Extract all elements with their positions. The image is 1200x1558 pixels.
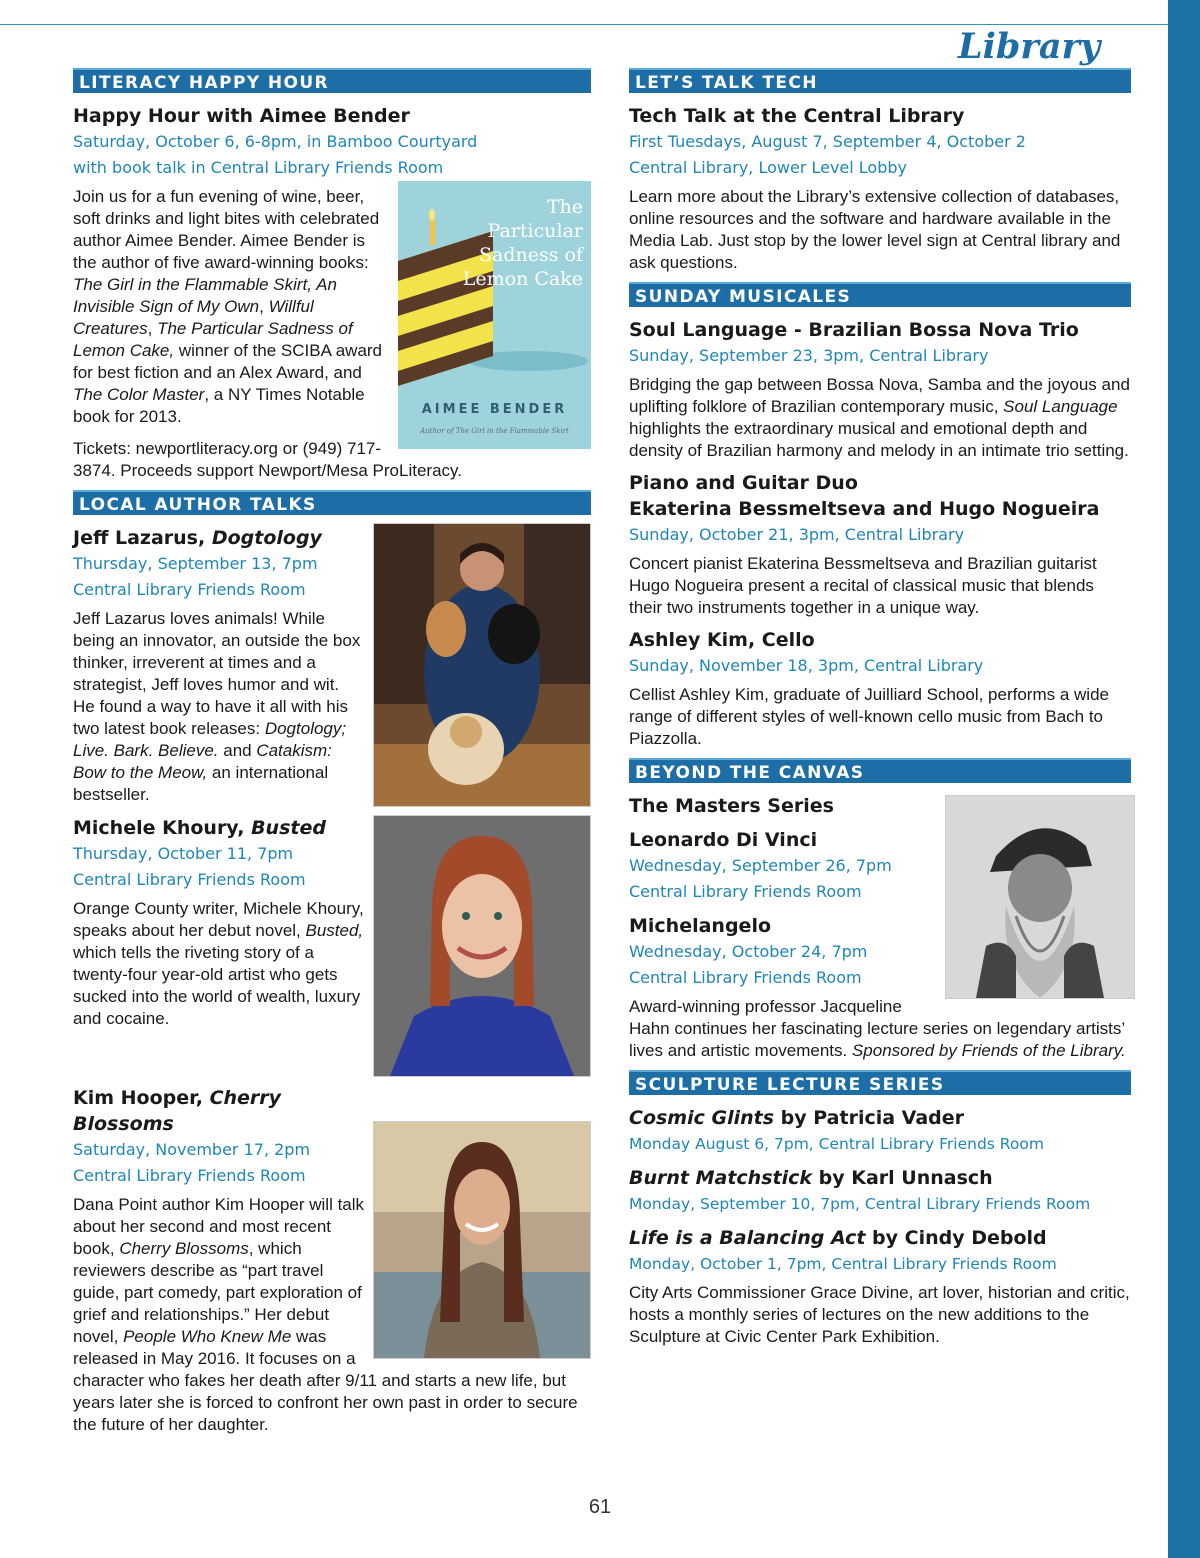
author-photo-beach <box>373 1121 591 1359</box>
event-title: Happy Hour with Aimee Bender <box>73 105 410 127</box>
left-column <box>73 68 591 1444</box>
author-talk-description: Dana Point author Kim Hooper will talk about her second and most recent book, Cherry Blossoms, which reviewers describe as “part travel guide, part comedy, part exploration of grief and relationships.” Her debut novel, People Who Knew Me was released in May 2016. It focuses on a character who fakes her death after 9/11 and starts a new life, but years later she is forced to confront her own past in order to secure the future of her daughter. <box>73 1195 578 1434</box>
tech-title: Tech Talk at the Central Library <box>629 105 965 127</box>
sculpture-header: SCULPTURE LECTURE SERIES <box>629 1070 1131 1095</box>
lecture-location: Central Library Friends Room <box>629 882 862 901</box>
author-talk <box>73 525 591 807</box>
musicale-date: Sunday, October 21, 3pm, Central Library <box>629 525 965 544</box>
lecture-date: Wednesday, October 24, 7pm <box>629 942 868 961</box>
author-talk-description: Orange County writer, Michele Khoury, speaks about her debut novel, Busted, which tells the riveting story of a twenty-four year-old artist who gets sucked into the world of wealth, luxury and cocaine. <box>73 899 364 1028</box>
musicale-description: Bridging the gap between Bossa Nova, Samba and the joyous and uplifting folklore of Brazilian contemporary music, Soul Language highlights the extraordinary musical and emotional depth and density of Brazilian harmony and melody in an intimate trio setting. <box>629 375 1130 460</box>
event-description: Join us for a fun evening of wine, beer, soft drinks and light bites with celebrated author Aimee Bender. Aimee Bender is the author of five award-winning books: The Girl in the Flammable Skirt, An Invisible Sign of My Own, Willful Creatures, The Particular Sadness of Lemon Cake, winner of the SCIBA award for best fiction and an Alex Award, and The Color Master, a NY Times Notable book for 2013. <box>73 187 383 426</box>
author-talk <box>73 1085 591 1436</box>
sculpture-title: Cosmic Glints by Patricia Vader <box>629 1107 965 1129</box>
canvas-header: BEYOND THE CANVAS <box>629 758 1131 783</box>
top-rule <box>0 24 1168 25</box>
author-talk-date: Thursday, September 13, 7pm <box>73 554 318 573</box>
side-color-bar <box>1168 0 1200 1558</box>
sculpture-meta: Monday August 6, 7pm, Central Library Friends Room <box>629 1135 1044 1153</box>
lecture-location: Central Library Friends Room <box>629 968 862 987</box>
author-talk <box>73 815 591 1077</box>
sculpture-lecture <box>629 1105 1131 1157</box>
tech-header: LET’S TALK TECH <box>629 68 1131 93</box>
musicale-description: Cellist Ashley Kim, graduate of Juilliard School, performs a wide range of different styles of well-known cello music from Bach to Piazzolla. <box>629 685 1109 748</box>
series-title: The Masters Series <box>629 795 834 817</box>
author-talk-location: Central Library Friends Room <box>73 580 306 599</box>
author-photo-portrait <box>373 815 591 1077</box>
tech-date: First Tuesdays, August 7, September 4, October 2 <box>629 132 1026 151</box>
musicale-title: Piano and Guitar Duo <box>629 472 858 494</box>
sculpture-meta: Monday, September 10, 7pm, Central Library Friends Room <box>629 1195 1091 1213</box>
musicales-header: SUNDAY MUSICALES <box>629 282 1131 307</box>
musicale <box>629 317 1131 462</box>
musicale-performers: Ekaterina Bessmeltseva and Hugo Nogueira <box>629 498 1100 520</box>
author-talk-description: Jeff Lazarus loves animals! While being an innovator, an outside the box thinker, irreverent at times and a strategist, Jeff loves humor and wit. He found a way to have it all with his two latest book releases: Dogtology; Live. Bark. Believe. and Catakism: Bow to the Meow, an international bestseller. <box>73 609 361 804</box>
page-number: 61 <box>588 1496 612 1518</box>
musicale-date: Sunday, September 23, 3pm, Central Library <box>629 346 989 365</box>
musicale-title: Soul Language - Brazilian Bossa Nova Trio <box>629 319 1079 341</box>
sculpture-title: Life is a Balancing Act by Cindy Debold <box>629 1227 1047 1249</box>
author-talk-title: Jeff Lazarus, Dogtology <box>73 527 322 549</box>
author-talk-location: Central Library Friends Room <box>73 870 306 889</box>
section-title: Library <box>958 26 1101 67</box>
author-photo-dogs <box>373 523 591 807</box>
book-cover-image <box>398 181 591 449</box>
ticket-info: Tickets: newportliteracy.org or (949) 717-3874. Proceeds support Newport/Mesa ProLiteracy. <box>73 439 462 480</box>
sculpture-lecture <box>629 1165 1131 1217</box>
sculpture-description: City Arts Commissioner Grace Divine, art lover, historian and critic, hosts a monthly series of lectures on the new additions to the Sculpture at Civic Center Park Exhibition. <box>629 1283 1130 1346</box>
musicale <box>629 470 1131 619</box>
sculpture-lecture <box>629 1225 1131 1348</box>
canvas-event <box>629 793 1131 1062</box>
local-authors-header: LOCAL AUTHOR TALKS <box>73 490 591 515</box>
literacy-header: LITERACY HAPPY HOUR <box>73 68 591 93</box>
event-meta: Saturday, October 6, 6-8pm, in Bamboo Courtyard <box>73 132 478 151</box>
musicale <box>629 627 1131 750</box>
lecture-title: Leonardo Di Vinci <box>629 829 818 851</box>
cover-subtitle: Author of The Girl in the Flammable Skirt <box>420 427 569 435</box>
sculpture-title: Burnt Matchstick by Karl Unnasch <box>629 1167 993 1189</box>
tech-event <box>629 103 1131 274</box>
tech-location: Central Library, Lower Level Lobby <box>629 158 907 177</box>
event-meta: with book talk in Central Library Friends Room <box>73 158 444 177</box>
author-talk-date: Saturday, November 17, 2pm <box>73 1140 311 1159</box>
cover-author: AIMEE BENDER <box>421 402 568 417</box>
musicale-description: Concert pianist Ekaterina Bessmeltseva and Brazilian guitarist Hugo Nogueira present a recital of classical music that blends their two instruments together in a unique way. <box>629 554 1097 617</box>
leonardo-portrait <box>945 795 1135 999</box>
musicale-date: Sunday, November 18, 3pm, Central Library <box>629 656 984 675</box>
author-talk-title: Kim Hooper, Cherry Blossoms <box>73 1087 282 1135</box>
musicale-title: Ashley Kim, Cello <box>629 629 815 651</box>
right-column <box>629 68 1131 1356</box>
cover-title: The Particular Sadness of Lemon Cake <box>462 196 583 290</box>
tech-description: Learn more about the Library’s extensive collection of databases, online resources and the software and hardware available in the Media Lab. Just stop by the lower level sign at Central library and ask questions. <box>629 187 1121 272</box>
canvas-description: Award-winning professor Jacqueline Hahn continues her fascinating lecture series on legendary artists’ lives and artistic movements. Sponsored by Friends of the Library. <box>629 997 1126 1060</box>
author-talk-title: Michele Khoury, Busted <box>73 817 326 839</box>
author-talk-date: Thursday, October 11, 7pm <box>73 844 294 863</box>
lecture-date: Wednesday, September 26, 7pm <box>629 856 892 875</box>
sculpture-meta: Monday, October 1, 7pm, Central Library Friends Room <box>629 1255 1057 1273</box>
lecture-title: Michelangelo <box>629 915 772 937</box>
author-talk-location: Central Library Friends Room <box>73 1166 306 1185</box>
literacy-event <box>73 103 591 482</box>
